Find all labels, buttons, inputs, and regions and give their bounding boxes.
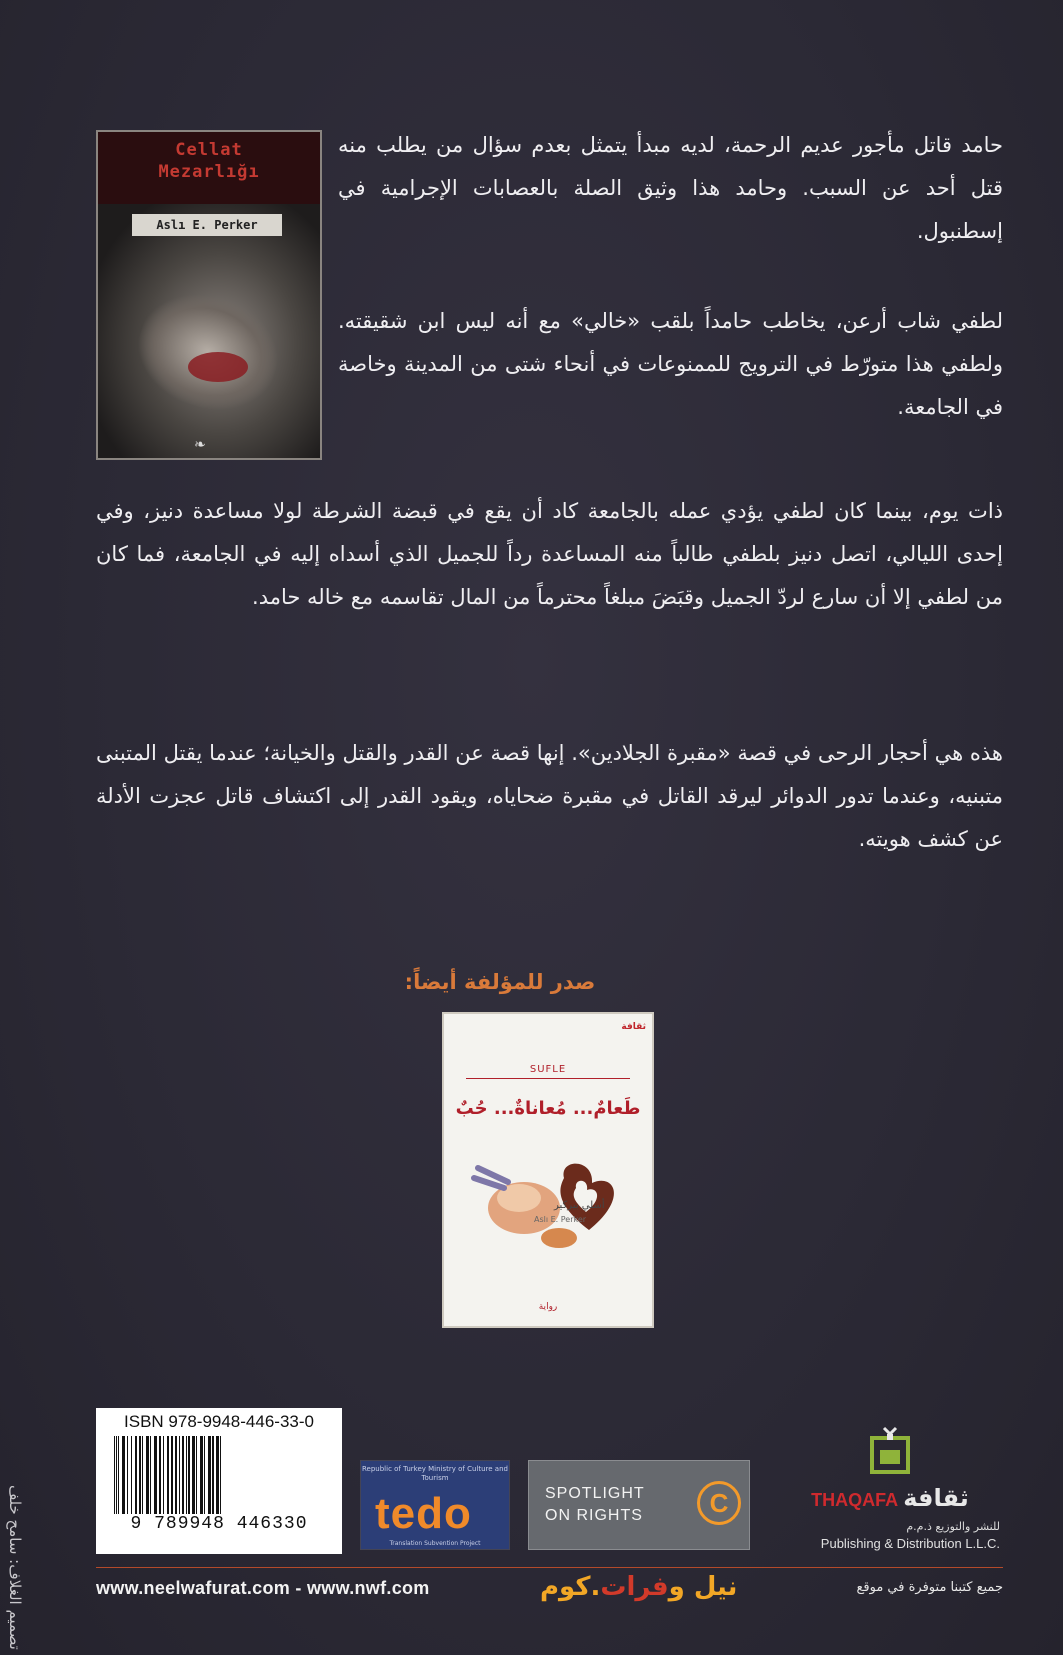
sufle-series: SUFLE <box>529 1064 567 1075</box>
sufle-publisher-mark: رواية <box>538 1302 558 1312</box>
barcode-bars <box>106 1436 332 1514</box>
barcode-bar <box>188 1436 190 1514</box>
brand-part1: نيل و <box>668 1572 738 1602</box>
sufle-title: طَعامٌ... مُعاناةٌ... حُبٌ <box>455 1098 641 1119</box>
spotlight-on-rights-logo <box>528 1460 750 1550</box>
thaqafa-publisher-logo <box>770 1424 1010 1551</box>
barcode-bar <box>122 1436 125 1514</box>
cellat-title-line1: Cellat <box>175 140 243 160</box>
isbn-barcode <box>96 1408 342 1554</box>
synopsis-paragraph-1: حامد قاتل مأجور عديم الرحمة، لديه مبدأ يتمثل بعدم سؤال من يطلب منه قتل أحد عن السبب. وحامد هذا وثيق الصلة بالعصابات الإجرامية في إسطنبول. <box>338 133 1003 243</box>
footer-availability: جميع كتبنا متوفرة في موقع <box>856 1580 1003 1595</box>
thaqafa-latin: THAQAFA <box>811 1490 899 1510</box>
barcode-bar <box>216 1436 219 1514</box>
spotlight-line1: SPOTLIGHT <box>545 1485 645 1502</box>
barcode-bar <box>116 1436 117 1514</box>
thaqafa-sub-ar: للنشر والتوزيع ذ.م.م <box>906 1520 1000 1533</box>
thaqafa-small-logo: ثقافة <box>621 1022 646 1032</box>
barcode-bar <box>171 1436 173 1514</box>
pastry-illustration-icon <box>464 1138 634 1258</box>
sufle-book-thumbnail <box>442 1012 654 1328</box>
barcode-bar <box>200 1436 203 1514</box>
book-house-icon <box>862 1424 918 1476</box>
barcode-bar <box>208 1436 211 1514</box>
footer-divider <box>96 1567 1003 1568</box>
barcode-bar <box>154 1436 157 1514</box>
barcode-bar <box>142 1436 143 1514</box>
brand-part2: فرات <box>600 1572 669 1602</box>
barcode-bar <box>204 1436 205 1514</box>
barcode-digits: 9 789948 446330 <box>130 1514 308 1534</box>
barcode-bar <box>186 1436 187 1514</box>
sufle-author-en: Aslı E. Perker <box>534 1215 587 1224</box>
cellat-book-thumbnail <box>96 130 322 460</box>
cover-design-credit: تصميم الغلاف: سامح خلف <box>6 1485 24 1650</box>
barcode-bar <box>212 1436 214 1514</box>
barcode-bar <box>167 1436 169 1514</box>
thaqafa-arabic: ثقافة <box>903 1484 969 1512</box>
barcode-bar <box>182 1436 184 1514</box>
barcode-bar <box>114 1436 115 1514</box>
also-by-author-heading: صدر للمؤلفة أيضاً: <box>404 970 596 994</box>
brand-part3: .كوم <box>540 1572 601 1602</box>
cover-photo <box>98 202 320 460</box>
tedo-logo <box>360 1460 510 1550</box>
synopsis-paragraph-4: هذه هي أحجار الرحى في قصة «مقبرة الجلادين». إنها قصة عن القدر والقتل والخيانة؛ عندما يقتل المتبنى متبنيه، وعندما تدور الدوائر ليرقد القاتل في مقبرة ضحاياه، ويقود القدر إلى اكتشاف قاتل عجزت الأدلة عن كشف هويته. <box>96 741 1003 851</box>
barcode-bar <box>139 1436 141 1514</box>
barcode-bar <box>163 1436 164 1514</box>
cellat-author: Aslı E. Perker <box>132 214 282 236</box>
barcode-bar <box>118 1436 119 1514</box>
neel-wafurat-brand[interactable] <box>540 1572 737 1602</box>
tedo-ministry-text: Republic of Turkey Ministry of Culture and Tourism <box>362 1465 508 1482</box>
barcode-bar <box>146 1436 149 1514</box>
synopsis-paragraph-2: لطفي شاب أرعن، يخاطب حامداً بلقب «خالي» مع أنه ليس ابن شقيقته. ولطفي هذا متورّط في الترويج للممنوعات في أنحاء شتى من المدينة وخاصة في الجامعة. <box>338 309 1003 419</box>
spotlight-line2: ON RIGHTS <box>545 1507 643 1524</box>
barcode-bar <box>196 1436 197 1514</box>
barcode-bar <box>192 1436 195 1514</box>
tedo-wordmark: tedo <box>375 1489 472 1538</box>
tedo-project-text: Translation Subvention Project <box>389 1540 481 1547</box>
barcode-bar <box>131 1436 132 1514</box>
barcode-bar <box>127 1436 128 1514</box>
thaqafa-sub-en: Publishing & Distribution L.L.C. <box>820 1536 1000 1551</box>
publisher-bird-icon: ❧ <box>194 437 206 453</box>
sufle-author-ar: أسلي بيركير <box>554 1200 605 1211</box>
barcode-bar <box>135 1436 137 1514</box>
synopsis-paragraph-3: ذات يوم، بينما كان لطفي يؤدي عمله بالجامعة كاد أن يقع في قبضة الشرطة لولا مساعدة دنيز، وفي إحدى الليالي، اتصل دنيز بلطفي طالباً منه المساعدة رداً للجميل الذي أسداه إليه في الجامعة، فما كان من لطفي إلا أن سارع لردّ الجميل وقبَضَ مبلغاً محترماً من المال تقاسمه مع خاله حامد. <box>96 499 1003 609</box>
isbn-label: ISBN 978-9948-446-33-0 <box>124 1412 314 1431</box>
barcode-bar <box>150 1436 151 1514</box>
barcode-bar <box>159 1436 161 1514</box>
copyright-icon: C <box>697 1481 741 1525</box>
barcode-bar <box>175 1436 177 1514</box>
barcode-bar <box>179 1436 180 1514</box>
cellat-title-line2: Mezarlığı <box>158 162 260 182</box>
barcode-bar <box>220 1436 221 1514</box>
footer-websites[interactable]: www.neelwafurat.com - www.nwf.com <box>96 1578 430 1598</box>
